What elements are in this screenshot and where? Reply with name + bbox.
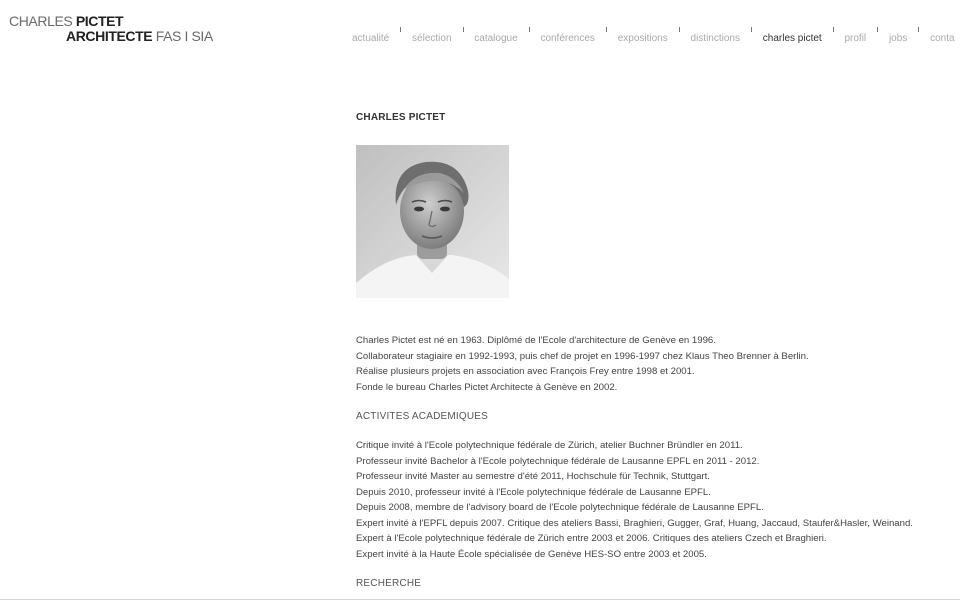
logo-line-1 [9,14,213,29]
section-heading-research: RECHERCHE [356,578,422,589]
nav-separator [833,27,834,32]
portrait-photo [356,145,509,298]
nav-label: expositions [617,33,668,44]
logo-name-bold: PICTET [75,13,124,29]
section-heading-academic: ACTIVITES ACADEMIQUES [356,411,489,422]
nav-contact[interactable] [930,33,954,44]
nav-separator [751,27,752,32]
nav-label: actualité [352,33,390,44]
nav-label: jobs [888,33,908,44]
academic-line: Expert à l'Ecole polytechnique fédérale de Zürich entre 2003 et 2006. Critiques des ateliers Czech et Braghieri. [356,533,827,544]
nav-label: distinctions [690,33,740,44]
nav-separator [918,27,919,32]
nav-label: catalogue [474,33,518,44]
page-title: CHARLES PICTET [356,112,446,123]
nav-separator [529,27,530,32]
academic-line: Critique invité à l'Ecole polytechnique fédérale de Zürich, atelier Buchner Bründler en 2011. [356,440,743,451]
logo-name-prefix: CHARLES [9,13,76,29]
nav-selection[interactable] [412,33,451,44]
nav-label: profil [844,33,867,44]
nav-actualite[interactable] [352,33,389,44]
academic-line: Expert invité à la Haute École spécialisée de Genève HES-SO entre 2003 et 2005. [356,548,707,560]
main-content [356,112,956,605]
nav-label: conta [930,33,955,44]
academic-line: Professeur invité Bachelor à l'Ecole polytechnique fédérale de Lausanne EPFL en 2011 - 2012. [356,455,760,467]
logo-line-2 [9,29,213,44]
nav-separator [606,27,607,32]
nav-label: charles pictet [762,33,822,44]
academic-line: Depuis 2008, membre de l'advisory board de l'Ecole polytechnique fédérale de Lausanne EPFL. [356,502,764,513]
nav-separator [877,27,878,32]
academic-line: Professeur invité Master au semestre d'été 2011, Hochschule für Technik, Stuttgart. [356,471,710,482]
bio-line: Collaborateur stagiaire en 1992-1993, puis chef de projet en 1996-1997 chez Klaus Theo Brenner à Berlin. [356,350,809,362]
bio-line: Réalise plusieurs projets en association avec François Frey entre 1998 et 2001. [356,366,695,377]
nav-separator [679,27,680,32]
nav-label: conférences [540,33,595,44]
nav-profil[interactable] [844,33,866,44]
academic-line: Depuis 2010, professeur invité à l'Ecole polytechnique fédérale de Lausanne EPFL. [356,486,711,498]
nav-separator [400,27,401,32]
logo-role-suffix: FAS I SIA [152,28,213,44]
logo-role-bold: ARCHITECTE [66,28,153,44]
bio-text [356,333,956,395]
bio-line: Fonde le bureau Charles Pictet Architecte à Genève en 2002. [356,381,618,393]
academic-list [356,438,956,562]
site-logo[interactable] [9,14,213,44]
bio-line: Charles Pictet est né en 1963. Diplômé de l'Ecole d'architecture de Genève en 1996. [356,335,716,346]
nav-conferences[interactable] [540,33,594,44]
academic-line: Expert invité à l'EPFL depuis 2007. Critique des ateliers Bassi, Braghieri, Gugger, Graf, Huang, Jaccaud, Staufer&Hasler, Weinand. [356,517,913,529]
nav-label: sélection [412,33,452,44]
nav-jobs[interactable] [889,33,907,44]
nav-separator [463,27,464,32]
nav-catalogue[interactable] [474,33,517,44]
nav-expositions[interactable] [618,33,668,44]
nav-charles-pictet[interactable] [763,33,822,44]
main-nav [352,33,960,44]
nav-distinctions[interactable] [691,33,740,44]
